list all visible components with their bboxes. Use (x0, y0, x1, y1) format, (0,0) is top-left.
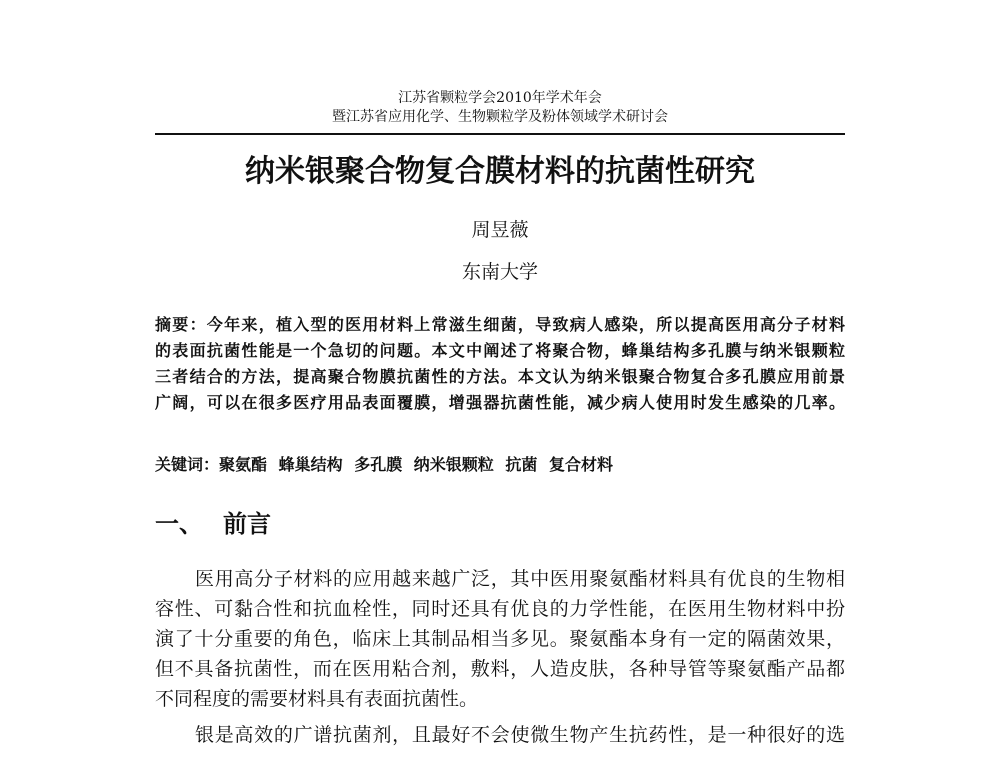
keyword: 纳米银颗粒 (413, 455, 494, 474)
body-line: 医用高分子材料的应用越来越广泛，其中医用聚氨酯材料具有优良的生物相 (195, 568, 845, 590)
keyword: 多孔膜 (354, 455, 403, 474)
abstract-line: 摘要：今年来，植入型的医用材料上常滋生细菌，导致病人感染，所以提高医用高分子材料 (155, 315, 845, 334)
abstract-line: 广阔，可以在很多医疗用品表面覆膜，增强器抗菌性能，减少病人使用时发生感染的几率。 (155, 393, 845, 412)
conference-name: 江苏省颗粒学会2010年学术年会 (398, 90, 602, 106)
keyword: 复合材料 (548, 455, 613, 474)
abstract (155, 312, 845, 416)
paper-title: 纳米银聚合物复合膜材料的抗菌性研究 (245, 154, 755, 189)
keywords (155, 452, 845, 478)
body-line: 不同程度的需要材料具有表面抗菌性。 (155, 688, 479, 710)
author-affiliation: 东南大学 (461, 261, 538, 283)
body-line: 但不具备抗菌性，而在医用粘合剂，敷料，人造皮肤，各种导管等聚氨酯产品都 (155, 658, 845, 680)
abstract-line: 的表面抗菌性能是一个急切的问题。本文中阐述了将聚合物，蜂巢结构多孔膜与纳米银颗粒 (155, 341, 845, 360)
keywords-label: 关键词： (155, 455, 220, 474)
section-title: 前言 (223, 509, 271, 538)
abstract-line: 三者结合的方法，提高聚合物膜抗菌性的方法。本文认为纳米银聚合物复合多孔膜应用前景 (155, 367, 845, 386)
conference-header (155, 89, 845, 127)
section-number: 一、 (155, 509, 203, 538)
body-text (155, 564, 845, 750)
conference-subtitle: 暨江苏省应用化学、生物颗粒学及粉体领域学术研讨会 (332, 109, 668, 125)
header-rule (155, 133, 845, 135)
body-line: 演了十分重要的角色，临床上其制品相当多见。聚氨酯本身有一定的隔菌效果， (155, 628, 845, 650)
body-line: 容性、可黏合性和抗血栓性，同时还具有优良的力学性能，在医用生物材料中扮 (155, 598, 845, 620)
keyword: 抗菌 (505, 455, 538, 474)
body-line: 银是高效的广谱抗菌剂，且最好不会使微生物产生抗药性，是一种很好的选 (195, 724, 845, 746)
author-name: 周昱薇 (471, 219, 529, 241)
keyword: 蜂巢结构 (278, 455, 343, 474)
keyword: 聚氨酯 (219, 455, 268, 474)
section-heading (155, 508, 845, 540)
